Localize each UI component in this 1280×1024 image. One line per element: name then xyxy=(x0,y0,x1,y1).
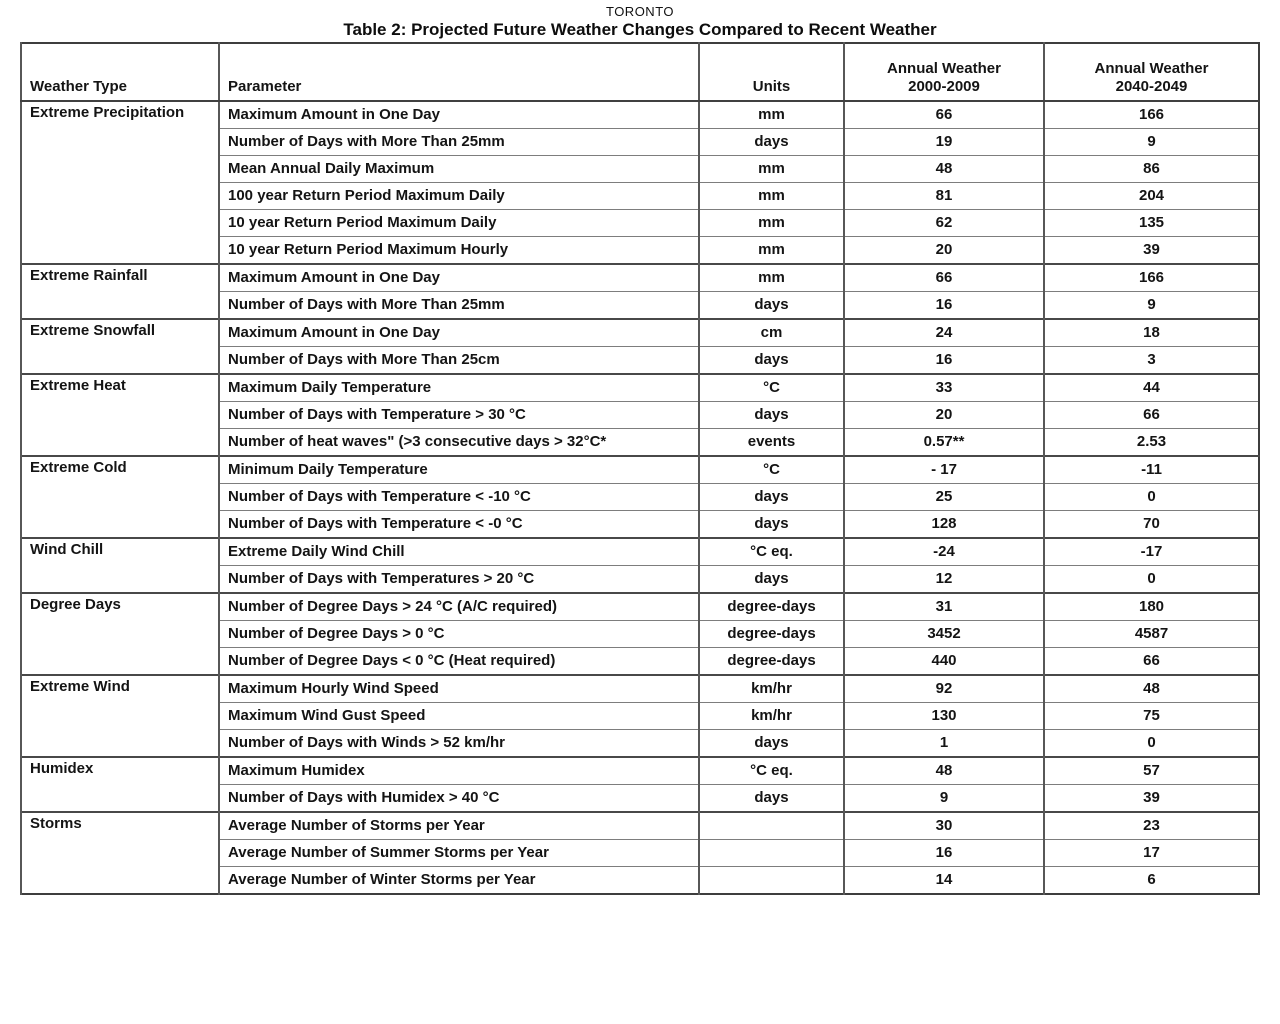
value-2040-2049-cell: 66 xyxy=(1044,648,1259,676)
table-row xyxy=(21,264,1259,292)
value-2000-2009-cell: 31 xyxy=(844,593,1044,621)
units-cell: cm xyxy=(699,319,844,347)
value-2000-2009-cell: 19 xyxy=(844,129,1044,156)
table-row xyxy=(21,374,1259,402)
header-units: Units xyxy=(699,43,844,101)
weather-table-body xyxy=(21,101,1259,894)
table-row xyxy=(21,675,1259,703)
value-2040-2049-cell: 0 xyxy=(1044,484,1259,511)
parameter-cell: Maximum Amount in One Day xyxy=(219,264,699,292)
header-annual-2040-line2: 2040-2049 xyxy=(1115,78,1188,96)
header-parameter: Parameter xyxy=(219,43,699,101)
parameter-cell: Extreme Daily Wind Chill xyxy=(219,538,699,566)
units-cell: days xyxy=(699,402,844,429)
parameter-cell: Number of Degree Days < 0 °C (Heat required) xyxy=(219,648,699,676)
value-2040-2049-cell: -11 xyxy=(1044,456,1259,484)
units-cell: mm xyxy=(699,183,844,210)
units-cell xyxy=(699,867,844,895)
value-2040-2049-cell: 39 xyxy=(1044,785,1259,813)
units-cell: mm xyxy=(699,156,844,183)
value-2040-2049-cell: 6 xyxy=(1044,867,1259,895)
value-2040-2049-cell: 2.53 xyxy=(1044,429,1259,457)
value-2000-2009-cell: 92 xyxy=(844,675,1044,703)
units-cell: days xyxy=(699,484,844,511)
value-2040-2049-cell: 9 xyxy=(1044,129,1259,156)
value-2000-2009-cell: 20 xyxy=(844,237,1044,265)
table-row xyxy=(21,757,1259,785)
parameter-cell: Maximum Amount in One Day xyxy=(219,319,699,347)
value-2000-2009-cell: 30 xyxy=(844,812,1044,840)
value-2000-2009-cell: 66 xyxy=(844,264,1044,292)
header-annual-2000-line2: 2000-2009 xyxy=(908,78,980,96)
units-cell: days xyxy=(699,347,844,375)
units-cell: mm xyxy=(699,264,844,292)
parameter-cell: Number of Days with Temperature > 30 °C xyxy=(219,402,699,429)
units-cell: °C eq. xyxy=(699,538,844,566)
weather-type-cell: Extreme Precipitation xyxy=(21,101,219,264)
parameter-cell: Maximum Daily Temperature xyxy=(219,374,699,402)
parameter-cell: Number of Days with Temperatures > 20 °C xyxy=(219,566,699,594)
value-2040-2049-cell: 135 xyxy=(1044,210,1259,237)
value-2000-2009-cell: -24 xyxy=(844,538,1044,566)
weather-type-cell: Wind Chill xyxy=(21,538,219,593)
parameter-cell: Mean Annual Daily Maximum xyxy=(219,156,699,183)
parameter-cell: Number of Days with Winds > 52 km/hr xyxy=(219,730,699,758)
value-2040-2049-cell: 3 xyxy=(1044,347,1259,375)
table-row xyxy=(21,319,1259,347)
value-2040-2049-cell: 70 xyxy=(1044,511,1259,539)
value-2000-2009-cell: 9 xyxy=(844,785,1044,813)
units-cell: days xyxy=(699,129,844,156)
value-2040-2049-cell: 166 xyxy=(1044,101,1259,129)
table-row xyxy=(21,812,1259,840)
value-2040-2049-cell: 17 xyxy=(1044,840,1259,867)
value-2000-2009-cell: 16 xyxy=(844,347,1044,375)
value-2000-2009-cell: 14 xyxy=(844,867,1044,895)
value-2000-2009-cell: 1 xyxy=(844,730,1044,758)
weather-table xyxy=(20,42,1260,895)
value-2000-2009-cell: 66 xyxy=(844,101,1044,129)
parameter-cell: 10 year Return Period Maximum Hourly xyxy=(219,237,699,265)
value-2040-2049-cell: 48 xyxy=(1044,675,1259,703)
header-annual-2000-2009 xyxy=(844,43,1044,101)
weather-type-cell: Extreme Snowfall xyxy=(21,319,219,374)
units-cell xyxy=(699,840,844,867)
value-2000-2009-cell: 16 xyxy=(844,292,1044,320)
units-cell: days xyxy=(699,730,844,758)
value-2000-2009-cell: 20 xyxy=(844,402,1044,429)
value-2040-2049-cell: 75 xyxy=(1044,703,1259,730)
parameter-cell: 10 year Return Period Maximum Daily xyxy=(219,210,699,237)
parameter-cell: Maximum Hourly Wind Speed xyxy=(219,675,699,703)
value-2000-2009-cell: 33 xyxy=(844,374,1044,402)
value-2000-2009-cell: 3452 xyxy=(844,621,1044,648)
table-row xyxy=(21,593,1259,621)
table-row xyxy=(21,456,1259,484)
value-2000-2009-cell: 440 xyxy=(844,648,1044,676)
value-2000-2009-cell: 130 xyxy=(844,703,1044,730)
value-2040-2049-cell: 9 xyxy=(1044,292,1259,320)
parameter-cell: Number of Days with More Than 25mm xyxy=(219,292,699,320)
parameter-cell: Maximum Wind Gust Speed xyxy=(219,703,699,730)
parameter-cell: Average Number of Storms per Year xyxy=(219,812,699,840)
units-cell: days xyxy=(699,785,844,813)
value-2040-2049-cell: 66 xyxy=(1044,402,1259,429)
parameter-cell: Number of Degree Days > 24 °C (A/C required) xyxy=(219,593,699,621)
weather-type-cell: Extreme Heat xyxy=(21,374,219,456)
units-cell: degree-days xyxy=(699,621,844,648)
parameter-cell: Maximum Humidex xyxy=(219,757,699,785)
value-2040-2049-cell: 166 xyxy=(1044,264,1259,292)
parameter-cell: 100 year Return Period Maximum Daily xyxy=(219,183,699,210)
value-2000-2009-cell: 48 xyxy=(844,757,1044,785)
value-2000-2009-cell: 0.57** xyxy=(844,429,1044,457)
parameter-cell: Average Number of Winter Storms per Year xyxy=(219,867,699,895)
units-cell: degree-days xyxy=(699,593,844,621)
header-annual-2040-2049 xyxy=(1044,43,1259,101)
header-row xyxy=(21,43,1259,101)
units-cell: km/hr xyxy=(699,675,844,703)
units-cell: mm xyxy=(699,101,844,129)
parameter-cell: Number of Days with Temperature < -10 °C xyxy=(219,484,699,511)
units-cell: °C xyxy=(699,374,844,402)
parameter-cell: Number of Degree Days > 0 °C xyxy=(219,621,699,648)
header-annual-2040-line1: Annual Weather xyxy=(1094,59,1209,77)
value-2040-2049-cell: 180 xyxy=(1044,593,1259,621)
value-2040-2049-cell: 0 xyxy=(1044,566,1259,594)
value-2000-2009-cell: - 17 xyxy=(844,456,1044,484)
value-2000-2009-cell: 48 xyxy=(844,156,1044,183)
parameter-cell: Number of Days with Temperature < -0 °C xyxy=(219,511,699,539)
units-cell: events xyxy=(699,429,844,457)
parameter-cell: Number of Days with More Than 25cm xyxy=(219,347,699,375)
value-2040-2049-cell: 23 xyxy=(1044,812,1259,840)
parameter-cell: Number of Days with More Than 25mm xyxy=(219,129,699,156)
parameter-cell: Number of heat waves" (>3 consecutive days > 32°C* xyxy=(219,429,699,457)
value-2000-2009-cell: 25 xyxy=(844,484,1044,511)
value-2000-2009-cell: 24 xyxy=(844,319,1044,347)
weather-type-cell: Humidex xyxy=(21,757,219,812)
units-cell: days xyxy=(699,292,844,320)
weather-type-cell: Degree Days xyxy=(21,593,219,675)
value-2000-2009-cell: 62 xyxy=(844,210,1044,237)
units-cell: °C eq. xyxy=(699,757,844,785)
units-cell: degree-days xyxy=(699,648,844,676)
units-cell xyxy=(699,812,844,840)
weather-type-cell: Extreme Wind xyxy=(21,675,219,757)
location-title: TORONTO xyxy=(605,4,675,19)
header-annual-2000-line1: Annual Weather xyxy=(887,59,1001,77)
value-2040-2049-cell: 86 xyxy=(1044,156,1259,183)
value-2040-2049-cell: 0 xyxy=(1044,730,1259,758)
table-title: Table 2: Projected Future Weather Changes Compared to Recent Weather xyxy=(343,20,937,39)
units-cell: mm xyxy=(699,237,844,265)
parameter-cell: Minimum Daily Temperature xyxy=(219,456,699,484)
parameter-cell: Maximum Amount in One Day xyxy=(219,101,699,129)
value-2040-2049-cell: 204 xyxy=(1044,183,1259,210)
value-2000-2009-cell: 12 xyxy=(844,566,1044,594)
units-cell: days xyxy=(699,566,844,594)
value-2000-2009-cell: 16 xyxy=(844,840,1044,867)
table-row xyxy=(21,538,1259,566)
value-2040-2049-cell: 4587 xyxy=(1044,621,1259,648)
value-2000-2009-cell: 128 xyxy=(844,511,1044,539)
parameter-cell: Number of Days with Humidex > 40 °C xyxy=(219,785,699,813)
units-cell: mm xyxy=(699,210,844,237)
weather-type-cell: Extreme Rainfall xyxy=(21,264,219,319)
units-cell: °C xyxy=(699,456,844,484)
value-2040-2049-cell: 39 xyxy=(1044,237,1259,265)
table-row xyxy=(21,101,1259,129)
value-2040-2049-cell: 44 xyxy=(1044,374,1259,402)
parameter-cell: Average Number of Summer Storms per Year xyxy=(219,840,699,867)
units-cell: km/hr xyxy=(699,703,844,730)
weather-type-cell: Extreme Cold xyxy=(21,456,219,538)
header-weather-type: Weather Type xyxy=(21,43,219,101)
value-2040-2049-cell: 57 xyxy=(1044,757,1259,785)
value-2040-2049-cell: 18 xyxy=(1044,319,1259,347)
value-2040-2049-cell: -17 xyxy=(1044,538,1259,566)
units-cell: days xyxy=(699,511,844,539)
weather-type-cell: Storms xyxy=(21,812,219,894)
value-2000-2009-cell: 81 xyxy=(844,183,1044,210)
